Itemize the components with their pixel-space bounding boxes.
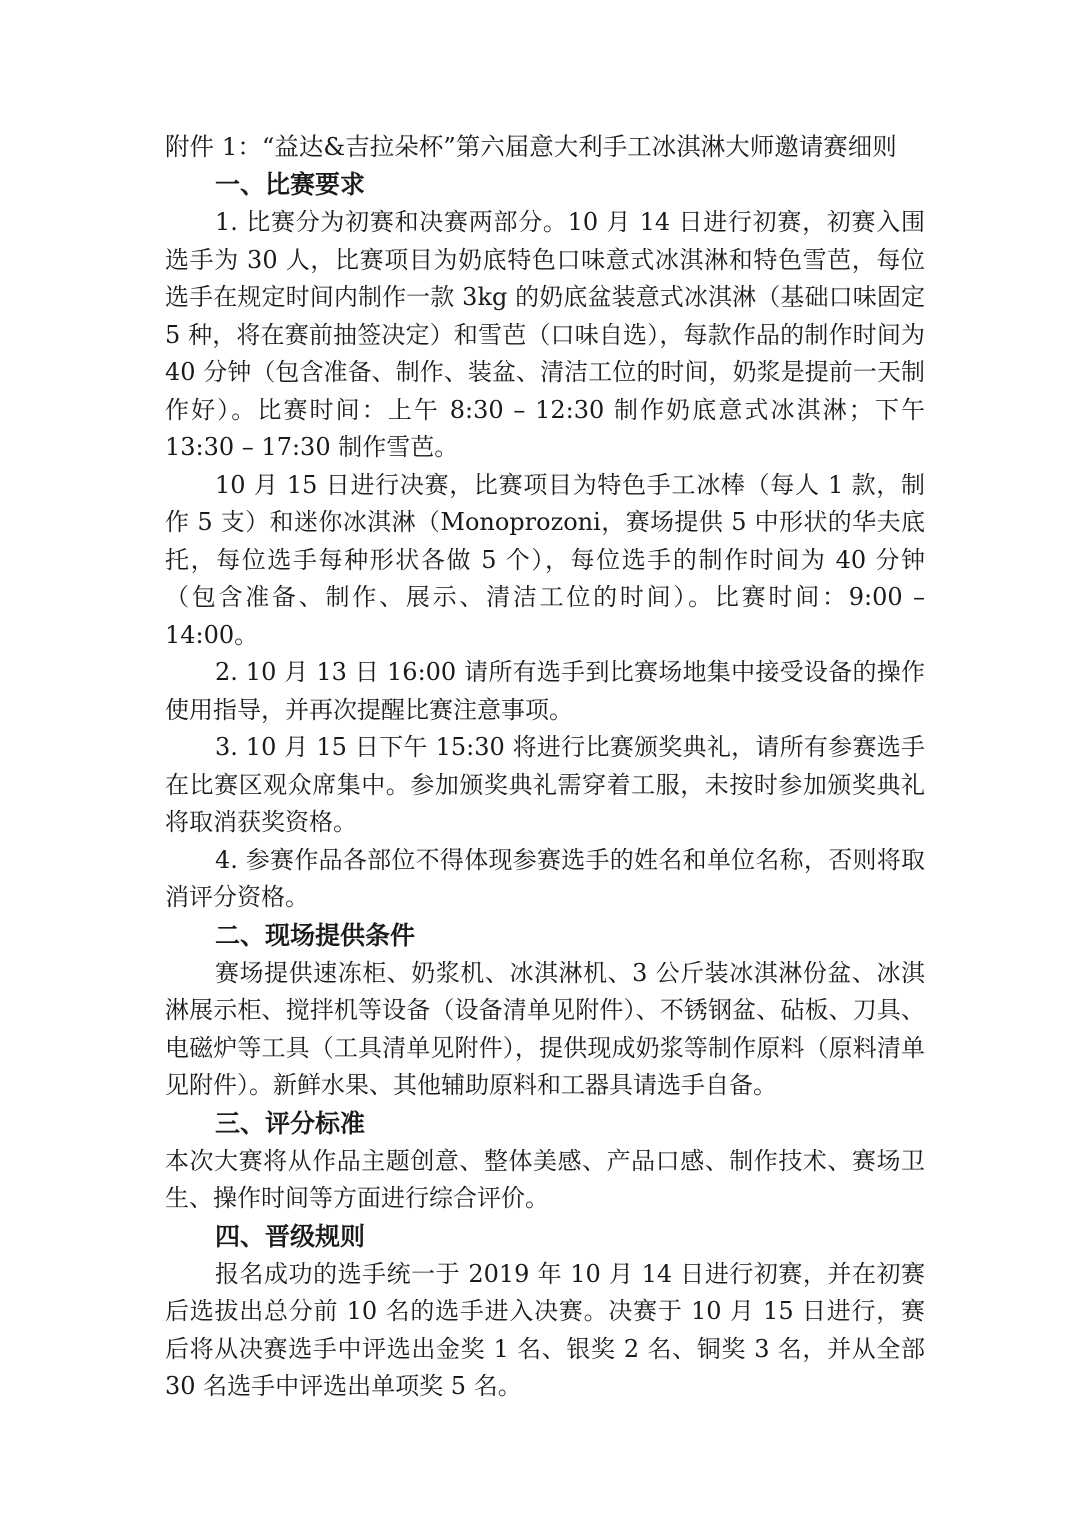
section-heading: 二、现场提供条件 [215,920,416,950]
paragraph: 2. 10 月 13 日 16:00 请所有选手到比赛场地集中接受设备的操作使用指导，并再次提醒比赛注意事项。 [165,658,925,724]
paragraph: 3. 10 月 15 日下午 15:30 将进行比赛颁奖典礼，请所有参赛选手在比赛区观众席集中。参加颁奖典礼需穿着工服，未按时参加颁奖典礼将取消获奖资格。 [165,733,925,836]
section-advancement-rules [165,1218,925,1406]
document-page [165,128,925,1406]
section-onsite-conditions [165,917,925,1105]
section-heading: 一、比赛要求 [215,170,366,199]
section-scoring-criteria [165,1105,925,1218]
paragraph: 本次大赛将从作品主题创意、整体美感、产品口感、制作技术、赛场卫生、操作时间等方面进行综合评价。 [165,1146,925,1212]
document-title: 附件 1：“益达&吉拉朵杯”第六届意大利手工冰淇淋大师邀请赛细则 [165,132,897,161]
section-heading: 四、晋级规则 [215,1221,366,1251]
paragraph: 赛场提供速冻柜、奶浆机、冰淇淋机、3 公斤装冰淇淋份盆、冰淇淋展示柜、搅拌机等设备（设备清单见附件）、不锈钢盆、砧板、刀具、电磁炉等工具（工具清单见附件），提供现成奶浆等制作原料（原料清单见附件）。新鲜水果、其他辅助原料和工器具请选手自备。 [165,958,925,1099]
section-heading: 三、评分标准 [215,1108,366,1138]
paragraph: 4. 参赛作品各部位不得体现参赛选手的姓名和单位名称，否则将取消评分资格。 [165,845,925,911]
paragraph: 1. 比赛分为初赛和决赛两部分。10 月 14 日进行初赛，初赛入围选手为 30 人，比赛项目为奶底特色口味意式冰淇淋和特色雪芭，每位选手在规定时间内制作一款 3kg 的奶底盆装意式冰淇淋（基础口味固定5 种，将在赛前抽签决定）和雪芭（口味自选），每款作品的制作时间为 40 分钟（包含准备、制作、装盆、清洁工位的时间，奶浆是提前一天制作好）。比赛时间：上午 8:30 – 12:30 制作奶底意式冰淇淋；下午 13:30 – 17:30 制作雪芭。 [165,208,925,461]
paragraph: 10 月 15 日进行决赛，比赛项目为特色手工冰棒（每人 1 款，制作 5 支）和迷你冰淇淋（Monoprozoni，赛场提供 5 中形状的华夫底托，每位选手每种形状各做 5 个），每位选手的制作时间为 40 分钟（包含准备、制作、展示、清洁工位的时间）。比赛时间：9:00 – 14:00。 [165,470,925,649]
section-competition-requirements [165,166,925,917]
paragraph: 报名成功的选手统一于 2019 年 10 月 14 日进行初赛，并在初赛后选拔出总分前 10 名的选手进入决赛。决赛于 10 月 15 日进行，赛后将从决赛选手中评选出金奖 1 名、银奖 2 名、铜奖 3 名，并从全部 30 名选手中评选出单项奖 5 名。 [165,1259,925,1400]
